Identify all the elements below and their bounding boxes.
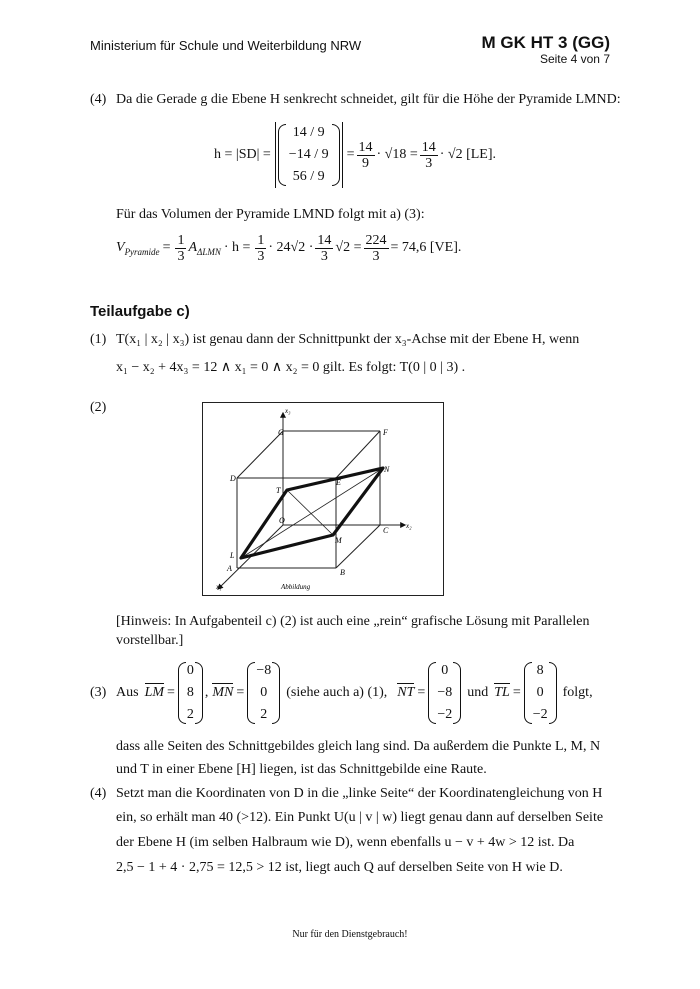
- c4-line-1: Setzt man die Koordinaten von D in die „linke Seite“ der Koordinatengleichung von H: [116, 786, 603, 801]
- c3-eq-4: =: [512, 685, 521, 700]
- c3-eq-3: =: [417, 685, 426, 700]
- label-M: M: [335, 536, 342, 545]
- b4-intro: Da die Gerade g die Ebene H senkrecht schneidet, gilt für die Höhe der Pyramide LMND:: [116, 92, 621, 107]
- volume-A: A: [188, 240, 198, 255]
- c3-comma-1: ,: [204, 685, 209, 700]
- label-x3: x₃: [285, 407, 291, 415]
- label-C: C: [383, 526, 389, 535]
- header-page: Seite 4 von 7: [539, 52, 610, 66]
- label-T: T: [276, 486, 281, 495]
- c3-siehe: (siehe auch a) (1),: [286, 685, 388, 700]
- c3-LM-vector: 0 8 2: [178, 660, 203, 726]
- cube-figure: [203, 403, 443, 595]
- sd-vector: [278, 122, 340, 188]
- label-F: F: [383, 428, 388, 437]
- hint-text: [Hinweis: In Aufgabenteil c) (2) ist auch eine „rein“ grafische Lösung mit Parallelen vorstellbar.]: [116, 614, 590, 648]
- section-heading-c: Teilaufgabe c): [90, 303, 190, 320]
- volume-frac-3: $\frac{14}{3}$: [317, 232, 332, 264]
- c3-MN-vector: −8 0 2: [247, 660, 280, 726]
- figure-caption: Abbildung: [281, 583, 311, 591]
- volume-mid3: √2 =: [335, 240, 362, 255]
- c3-vector-line: [116, 660, 593, 726]
- label-B: B: [340, 568, 345, 577]
- c1-text-1: T(x₁ | x₂ | x₃) ist genau dann der Schnittpunkt der x₃-Achse mit der Ebene H, wenn: [116, 332, 580, 347]
- c3-TL-vector: 8 0 −2: [524, 660, 557, 726]
- volume-mid: · h =: [223, 240, 251, 255]
- height-frac-2: $\frac{14}{3}$: [421, 139, 436, 171]
- label-D: D: [230, 474, 236, 483]
- diag-LN: [241, 468, 383, 558]
- c3-eq-2: =: [236, 685, 245, 700]
- c3-MN-label: MN: [212, 685, 234, 700]
- c3-eq-1: =: [167, 685, 175, 700]
- label-G: G: [278, 428, 284, 437]
- volume-A-sub: ΔLMN: [197, 247, 221, 257]
- c4-line-4: 2,5 − 1 + 4 · 2,75 = 12,5 > 12 ist, liegt auch Q auf derselben Seite von H wie D.: [116, 860, 563, 875]
- label-x1: x₁: [216, 583, 222, 591]
- volume-frac-4: $\frac{224}{3}$: [365, 232, 387, 264]
- c4-line-2: ein, so erhält man 40 (>12). Ein Punkt U(u | v | w) liegt genau dann auf derselben Seite: [116, 810, 604, 825]
- sd-vector-z: 56 / 9: [292, 169, 325, 184]
- norm-bars: [275, 122, 343, 188]
- volume-formula: [116, 229, 461, 267]
- volume-mid2: · 24√2 ·: [268, 240, 314, 255]
- volume-lhs-sub: Pyramide: [124, 247, 160, 257]
- c4-line-3: der Ebene H (im selben Halbraum wie D), wenn ebenfalls u − v + 4w > 12 ist. Da: [116, 835, 575, 850]
- c3-LM-label: LM: [144, 685, 165, 700]
- c3-number: (3): [90, 685, 107, 700]
- c3-TL-label: TL: [494, 685, 510, 700]
- b4-number: (4): [90, 92, 107, 107]
- c3-NT-label: NT: [397, 685, 415, 700]
- footer-note: Nur für den Dienstgebrauch!: [292, 929, 408, 940]
- c4-number: (4): [90, 786, 107, 801]
- label-N: N: [384, 465, 390, 474]
- edge-DG: [237, 431, 283, 478]
- volume-frac-1: $\frac{1}{3}$: [177, 232, 185, 264]
- diag-TM: [287, 490, 333, 535]
- c3-folgt: folgt,: [562, 685, 593, 700]
- header-code: M GK HT 3 (GG): [481, 33, 610, 52]
- height-formula: [214, 121, 496, 189]
- volume-end: = 74,6 [VE].: [390, 240, 462, 255]
- label-L: L: [230, 551, 235, 560]
- c3-NT-vector: 0 −8 −2: [428, 660, 461, 726]
- volume-frac-2: $\frac{1}{3}$: [257, 232, 265, 264]
- sd-vector-y: −14 / 9: [288, 147, 329, 162]
- volume-lhs: V: [116, 240, 125, 255]
- height-mid: · √18 =: [376, 147, 418, 162]
- c1-number: (1): [90, 332, 107, 347]
- c3-line-3: und T in einer Ebene [H] liegen, ist das Schnittgebilde eine Raute.: [116, 762, 487, 777]
- c1-text-2: x₁ − x₂ + 4x₃ = 12 ∧ x₁ = 0 ∧ x₂ = 0 gilt. Es folgt: T(0 | 0 | 3) .: [116, 360, 466, 375]
- c3-line-2: dass alle Seiten des Schnittgebildes gleich lang sind. Da außerdem die Punkte L, M, N: [116, 739, 601, 754]
- height-frac-1: $\frac{14}{9}$: [358, 139, 373, 171]
- header-ministry: Ministerium für Schule und Weiterbildung NRW: [90, 38, 362, 53]
- height-end: · √2 [LE].: [439, 147, 497, 162]
- volume-eq: =: [162, 240, 171, 255]
- label-x2: x₂: [406, 522, 412, 530]
- c3-aus: Aus: [116, 685, 139, 700]
- volume-intro: Für das Volumen der Pyramide LMND folgt mit a) (3):: [116, 207, 425, 222]
- height-lhs: h = |SD| =: [214, 147, 271, 162]
- label-E: E: [336, 478, 341, 487]
- height-eq: =: [346, 147, 355, 162]
- sd-vector-x: 14 / 9: [292, 125, 325, 140]
- edge-BC: [336, 525, 380, 568]
- c3-und: und: [467, 685, 489, 700]
- figure-box: [202, 402, 444, 596]
- label-O: O: [279, 516, 285, 525]
- label-A: A: [227, 564, 232, 573]
- c2-number: (2): [90, 400, 107, 415]
